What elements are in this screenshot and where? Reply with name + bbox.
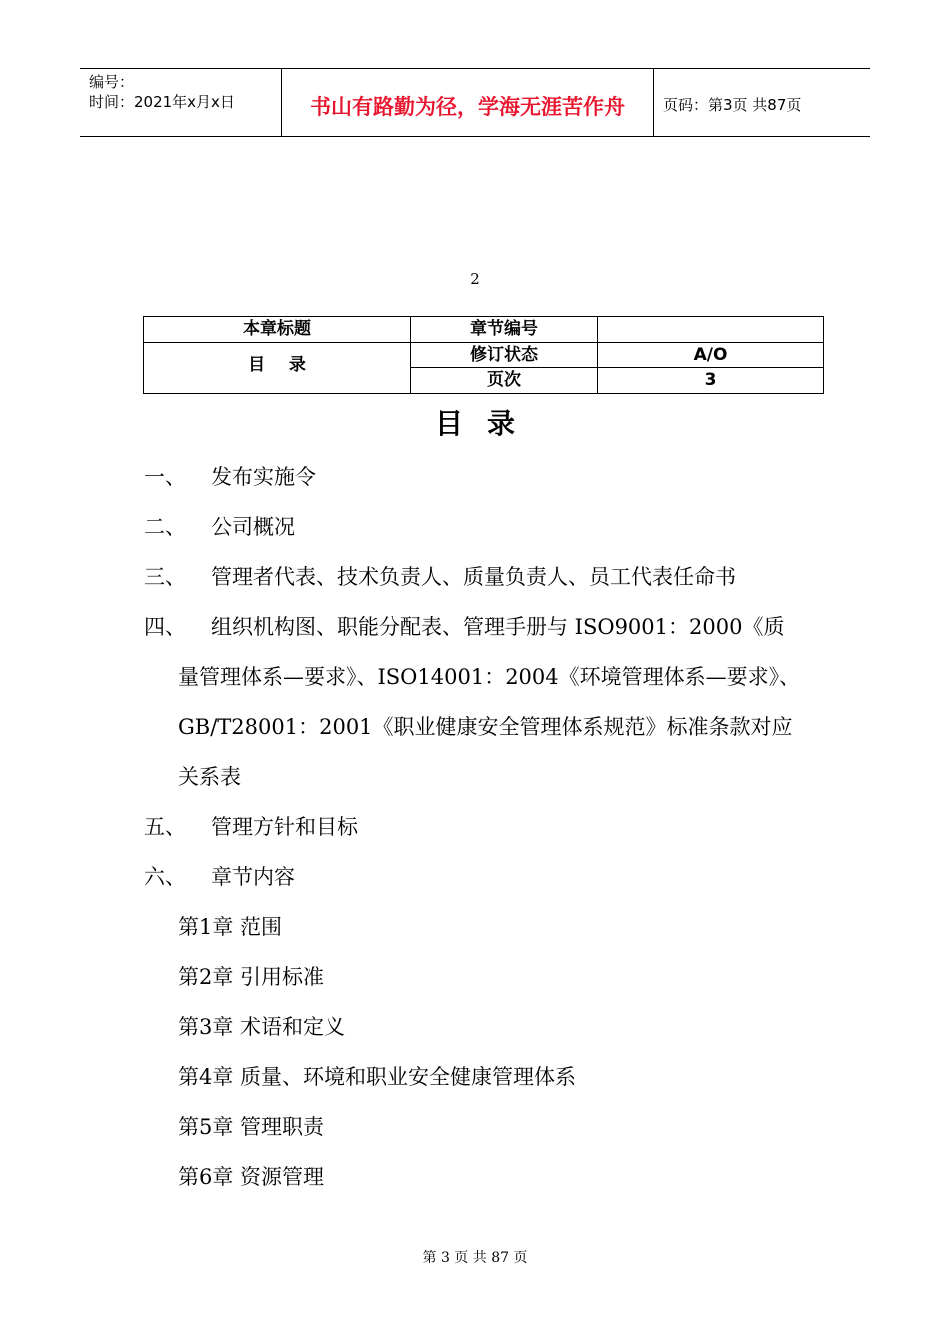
toc-item-number: 三、 — [144, 565, 186, 589]
toc-item[interactable] — [144, 802, 834, 852]
header-meta-cell — [80, 69, 282, 136]
header-motto: 书山有路勤为径，学海无涯苦作舟 — [310, 95, 625, 119]
toc-item[interactable] — [144, 552, 834, 602]
toc-title: 目录 — [434, 407, 539, 440]
toc-chapter-item[interactable]: 第6章 资源管理 — [178, 1165, 325, 1189]
chapter-title-value: 目 录 — [248, 355, 306, 375]
header-page-info: 页码：第3页 共87页 — [663, 96, 802, 114]
revision-label: 修订状态 — [470, 345, 538, 365]
section-no-label: 章节编号 — [470, 319, 538, 339]
toc-item[interactable] — [144, 602, 834, 652]
toc-item-text: 公司概况 — [211, 515, 295, 539]
toc-item-continuation: GB/T28001：2001《职业健康安全管理体系规范》标准条款对应 — [178, 715, 793, 739]
toc-chapter-item[interactable]: 第1章 范围 — [178, 915, 283, 939]
toc-chapter-item[interactable]: 第2章 引用标准 — [178, 965, 325, 989]
toc-chapter-item[interactable]: 第3章 术语和定义 — [178, 1015, 346, 1039]
page-count-value: 3 — [704, 370, 717, 390]
toc-item-number: 四、 — [144, 615, 186, 639]
document-info-table — [143, 316, 824, 394]
toc-item-number: 六、 — [144, 865, 186, 889]
table-of-contents — [144, 452, 834, 1202]
toc-item-text: 管理方针和目标 — [211, 815, 358, 839]
toc-item-text: 组织机构图、职能分配表、管理手册与 ISO9001：2000《质 — [211, 615, 785, 639]
time-label: 时间：2021年x月x日 — [89, 93, 235, 111]
page-number: 2 — [470, 270, 480, 288]
section-no-value — [598, 317, 823, 342]
header-motto-cell — [282, 69, 654, 136]
toc-item[interactable] — [144, 452, 834, 502]
chapter-title-label: 本章标题 — [243, 319, 311, 339]
toc-chapter-item[interactable]: 第4章 质量、环境和职业安全健康管理体系 — [178, 1065, 577, 1089]
toc-chapter-item[interactable]: 第5章 管理职责 — [178, 1115, 325, 1139]
serial-label: 编号： — [89, 73, 135, 91]
revision-value: A/O — [693, 345, 728, 365]
toc-item-text: 管理者代表、技术负责人、质量负责人、员工代表任命书 — [211, 565, 736, 589]
page-footer: 第 3 页 共 87 页 — [422, 1250, 528, 1266]
header-page-cell — [654, 69, 870, 136]
toc-item[interactable] — [144, 502, 834, 552]
toc-item-continuation: 量管理体系—要求》、ISO14001：2004《环境管理体系—要求》、 — [178, 665, 801, 689]
toc-item-text: 章节内容 — [211, 865, 295, 889]
toc-item-number: 二、 — [144, 515, 186, 539]
toc-item-continuation: 关系表 — [178, 765, 241, 789]
page-header — [80, 68, 870, 137]
toc-item[interactable] — [144, 852, 834, 902]
toc-item-text: 发布实施令 — [211, 465, 316, 489]
toc-item-number: 五、 — [144, 815, 186, 839]
page-count-label: 页次 — [487, 370, 521, 390]
toc-item-number: 一、 — [144, 465, 186, 489]
